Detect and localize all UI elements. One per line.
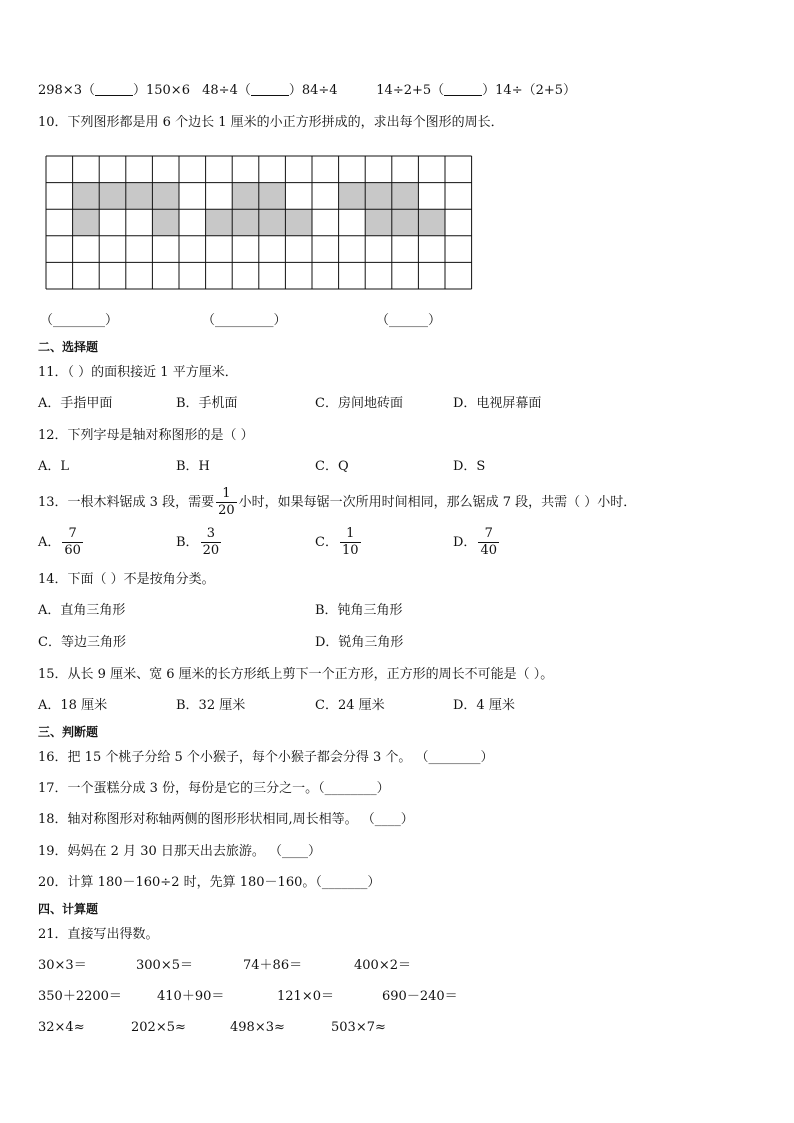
section-title-judge: 三、判断题 [38,725,99,739]
q13-option-b[interactable]: B． $\frac{3}{20}$ [176,526,220,558]
shaded-square [418,209,445,236]
compare-3: 14÷2+5（ ）14÷（2+5） [376,83,577,98]
shaded-square [285,209,312,236]
question-14: 14．下面（ ）不是按角分类。 [38,572,215,587]
shaded-square [392,183,419,210]
q11-option-a[interactable]: A．手指甲面 [38,396,113,411]
compare-row [38,82,576,100]
q14-option-d[interactable]: D．锐角三角形 [315,635,404,650]
calc-item[interactable]: 74＋86＝ [243,958,303,973]
shaded-square [365,183,392,210]
question-15: 15．从长 9 厘米、宽 6 厘米的长方形纸上剪下一个正方形，正方形的周长不可能是（ ）。 [38,667,554,682]
shaded-square [152,183,179,210]
section-title-calc: 四、计算题 [38,902,99,916]
shaded-square [392,209,419,236]
calc-item[interactable]: 202×5≈ [131,1020,186,1035]
shaded-square [232,209,259,236]
q13-fraction: $\frac{1}{20}$ [218,486,235,518]
question-11: 11．（ ）的面积接近 1 平方厘米． [38,365,238,380]
square-grid-figure [45,155,475,291]
question-21: 21．直接写出得数。 [38,927,159,942]
compare-3-blank[interactable] [444,83,482,96]
compare-2: 48÷4（ ）84÷4 [202,83,338,98]
question-10: 10．下列图形都是用 6 个边长 1 厘米的小正方形拼成的，求出每个图形的周长． [38,115,504,130]
calc-item[interactable]: 300×5＝ [136,958,193,973]
question-18: 18．轴对称图形对称轴两侧的图形形状相同,周长相等。 （____） [38,812,414,827]
compare-1: 298×3（ ）150×6 [38,83,190,98]
question-20: 20．计算 180－160÷2 时，先算 180－160。（_______） [38,875,381,890]
shaded-square [73,209,100,236]
calc-item[interactable]: 498×3≈ [230,1020,285,1035]
calc-item[interactable]: 503×7≈ [331,1020,386,1035]
q15-option-d[interactable]: D．4 厘米 [453,698,515,713]
q13-option-d[interactable]: D． $\frac{7}{40}$ [453,526,497,558]
compare-2-blank[interactable] [251,83,289,96]
q11-option-d[interactable]: D．电视屏幕面 [453,396,542,411]
answer-10-3[interactable]: （______） [376,313,442,328]
q11-option-c[interactable]: C．房间地砖面 [315,396,403,411]
shaded-square [206,209,233,236]
calc-item[interactable]: 121×0＝ [277,989,334,1004]
shaded-square [99,183,126,210]
q12-option-c[interactable]: C．Q [315,459,349,474]
question-12: 12．下列字母是轴对称图形的是（ ） [38,428,254,443]
question-19: 19．妈妈在 2 月 30 日那天出去旅游。 （____） [38,844,322,859]
q12-option-d[interactable]: D．S [453,459,486,474]
shaded-square [259,209,286,236]
shaded-square [232,183,259,210]
q14-option-c[interactable]: C．等边三角形 [38,635,126,650]
shaded-square [339,183,366,210]
question-16: 16．把 15 个桃子分给 5 个小猴子，每个小猴子都会分得 3 个。 （________） [38,750,494,765]
q12-option-a[interactable]: A．L [38,459,70,474]
q14-option-b[interactable]: B．钝角三角形 [315,603,403,618]
shaded-square [365,209,392,236]
question-13: 13．一根木料锯成 3 段，需要 $\frac{1}{20}$ 小时，如果每锯一次所用时间相同，那么锯成 7 段，共需（ ）小时． [38,486,637,518]
q14-option-a[interactable]: A．直角三角形 [38,603,126,618]
shaded-square [126,183,153,210]
answer-10-2[interactable]: （_________） [202,313,287,328]
q13-option-a[interactable]: A． $\frac{7}{60}$ [38,526,81,558]
q15-option-c[interactable]: C．24 厘米 [315,698,385,713]
shaded-square [259,183,286,210]
q15-option-b[interactable]: B．32 厘米 [176,698,246,713]
answer-10-1[interactable]: （________） [40,313,119,328]
question-17: 17．一个蛋糕分成 3 份，每份是它的三分之一。（________） [38,781,390,796]
calc-item[interactable]: 690－240＝ [382,989,458,1004]
section-title-choice: 二、选择题 [38,340,99,354]
calc-item[interactable]: 410＋90＝ [157,989,225,1004]
q13-option-c[interactable]: C． $\frac{1}{10}$ [315,526,359,558]
shaded-square [152,209,179,236]
q12-option-b[interactable]: B．H [176,459,210,474]
calc-item[interactable]: 400×2＝ [354,958,411,973]
calc-item[interactable]: 32×4≈ [38,1020,85,1035]
shaded-square [73,183,100,210]
calc-item[interactable]: 350＋2200＝ [38,989,122,1004]
q15-option-a[interactable]: A．18 厘米 [38,698,108,713]
calc-item[interactable]: 30×3＝ [38,958,87,973]
q11-option-b[interactable]: B．手机面 [176,396,238,411]
compare-1-blank[interactable] [95,83,133,96]
